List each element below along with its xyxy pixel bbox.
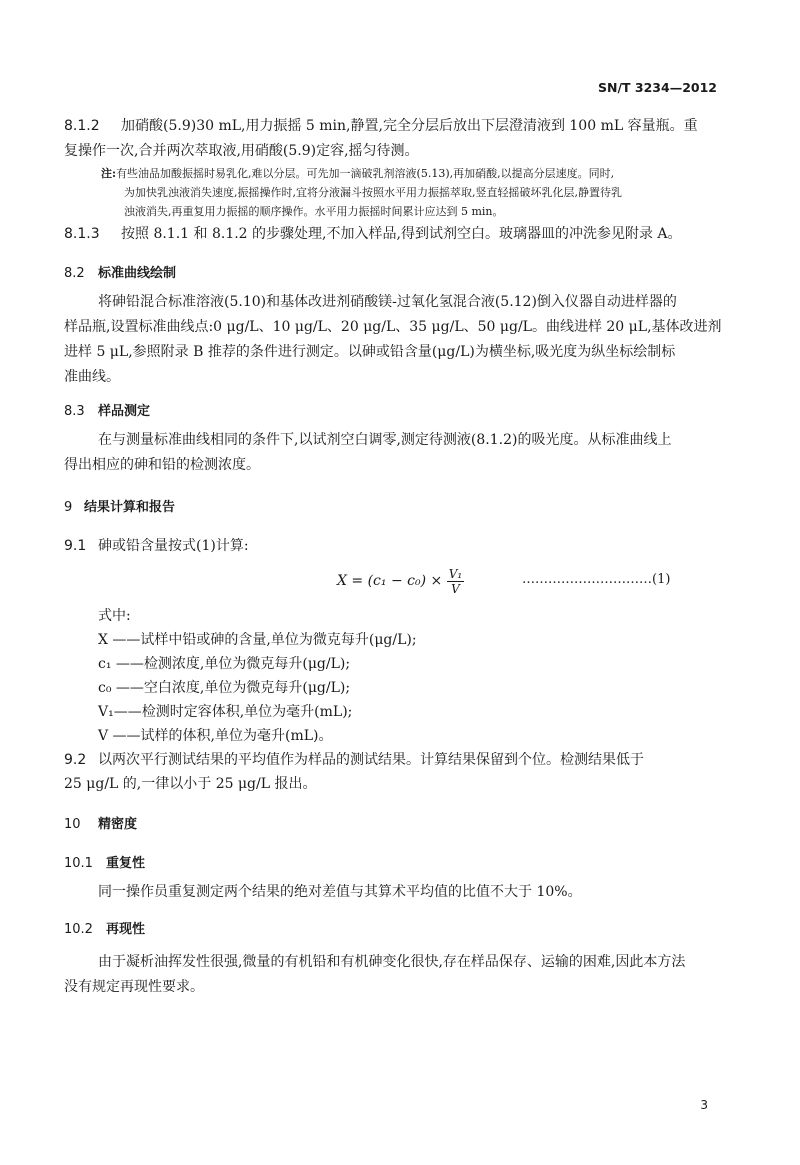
section-number: 10 [64, 817, 81, 832]
standard-code: SN/T 3234—2012 [598, 80, 717, 95]
note-text: 有些油品加酸振摇时易乳化,难以分层。可先加一滴破乳剂溶液(5.13),再加硝酸,以提高分层速度。同时, [116, 167, 615, 180]
section-8-2-line-1: 将砷铅混合标准溶液(5.10)和基体改进剂硝酸镁-过氧化氢混合液(5.12)倒入仪器自动进样器的 [98, 294, 677, 310]
formula-number: …………………………(1) [522, 572, 671, 587]
where-label: 式中: [98, 608, 131, 624]
section-number: 9 [64, 500, 73, 515]
section-9-2-line-2: 25 μg/L 的,一律以小于 25 μg/L 报出。 [64, 776, 317, 792]
section-title: 结果计算和报告 [84, 500, 176, 515]
section-8-1-2-line-1 [64, 114, 698, 139]
variable-definition: X ——试样中铅或砷的含量,单位为微克每升(μg/L); [98, 632, 417, 648]
note-line-2: 为加快乳浊液消失速度,振摇操作时,宜将分液漏斗按照水平用力振摇萃取,竖直轻摇破坏乳化层,静置待乳 [124, 186, 622, 199]
section-10-2-heading [64, 918, 145, 937]
paragraph-text: 加硝酸(5.9)30 mL,用力振摇 5 min,静置,完全分层后放出下层澄清液到 100 mL 容量瓶。重 [121, 118, 698, 134]
page-number: 3 [700, 1098, 708, 1112]
paragraph-text: 按照 8.1.1 和 8.1.2 的步骤处理,不加入样品,得到试剂空白。玻璃器皿的冲洗参见附录 A。 [121, 226, 682, 242]
section-10-2-line-1: 由于凝析油挥发性很强,微量的有机铅和有机砷变化很快,存在样品保存、运输的困难,因此本方法 [98, 954, 686, 970]
variable-definition: c₀ ——空白浓度,单位为微克每升(μg/L); [98, 680, 351, 696]
section-number: 8.1.3 [64, 226, 100, 242]
section-8-2-line-3: 进样 5 μL,参照附录 B 推荐的条件进行测定。以砷或铅含量(μg/L)为横坐标,吸光度为纵坐标绘制标 [64, 344, 676, 360]
section-10-heading [64, 813, 137, 832]
section-title: 精密度 [98, 817, 138, 832]
section-10-1-heading [64, 852, 145, 871]
variable-definition: c₁ ——检测浓度,单位为微克每升(μg/L); [98, 656, 351, 672]
variable-definition: V ——试样的体积,单位为毫升(mL)。 [98, 728, 333, 744]
section-number: 8.1.2 [64, 118, 100, 134]
section-number: 8.2 [64, 266, 85, 281]
paragraph-text: 以两次平行测试结果的平均值作为样品的测试结果。计算结果保留到个位。检测结果低于 [98, 752, 644, 768]
formula-fraction [447, 567, 464, 596]
section-8-1-3 [64, 222, 682, 247]
section-8-3-line-2: 得出相应的砷和铅的检测浓度。 [64, 457, 260, 473]
paragraph-text: 砷或铅含量按式(1)计算: [98, 538, 249, 554]
note-line-3: 浊液消失,再重复用力振摇的顺序操作。水平用力振摇时间累计应达到 5 min。 [124, 205, 504, 218]
section-9-2-line-1 [64, 748, 644, 773]
note-label: 注: [101, 167, 117, 180]
section-9-heading [64, 496, 175, 515]
section-number: 9.1 [64, 538, 87, 554]
note-line-1 [101, 164, 614, 183]
formula-1 [337, 566, 464, 596]
section-number: 10.2 [64, 922, 93, 937]
section-10-2-line-2: 没有规定再现性要求。 [64, 979, 204, 995]
section-9-1 [64, 534, 249, 559]
section-8-3-heading [64, 400, 150, 419]
section-10-1-text: 同一操作员重复测定两个结果的绝对差值与其算术平均值的比值不大于 10%。 [98, 884, 582, 900]
section-title: 样品测定 [98, 404, 151, 419]
section-8-2-heading [64, 262, 176, 281]
section-8-1-2-line-2: 复操作一次,合并两次萃取液,用硝酸(5.9)定容,摇匀待测。 [64, 143, 419, 159]
section-8-3-line-1: 在与测量标准曲线相同的条件下,以试剂空白调零,测定待测液(8.1.2)的吸光度。从标准曲线上 [98, 432, 672, 448]
section-number: 10.1 [64, 856, 93, 871]
formula-numerator: V₁ [448, 566, 463, 581]
section-8-2-line-4: 准曲线。 [64, 369, 120, 385]
section-number: 8.3 [64, 404, 85, 419]
section-title: 重复性 [106, 856, 146, 871]
section-title: 再现性 [106, 922, 146, 937]
variable-definition: V₁——检测时定容体积,单位为毫升(mL); [98, 704, 353, 720]
formula-denominator: V [451, 581, 460, 596]
section-title: 标准曲线绘制 [98, 266, 177, 281]
formula-lhs: X = (c₁ − c₀) × [337, 573, 443, 589]
section-number: 9.2 [64, 752, 87, 768]
section-8-2-line-2: 样品瓶,设置标准曲线点:0 μg/L、10 μg/L、20 μg/L、35 μg/L、50 μg/L。曲线进样 20 μL,基体改进剂 [64, 319, 722, 335]
